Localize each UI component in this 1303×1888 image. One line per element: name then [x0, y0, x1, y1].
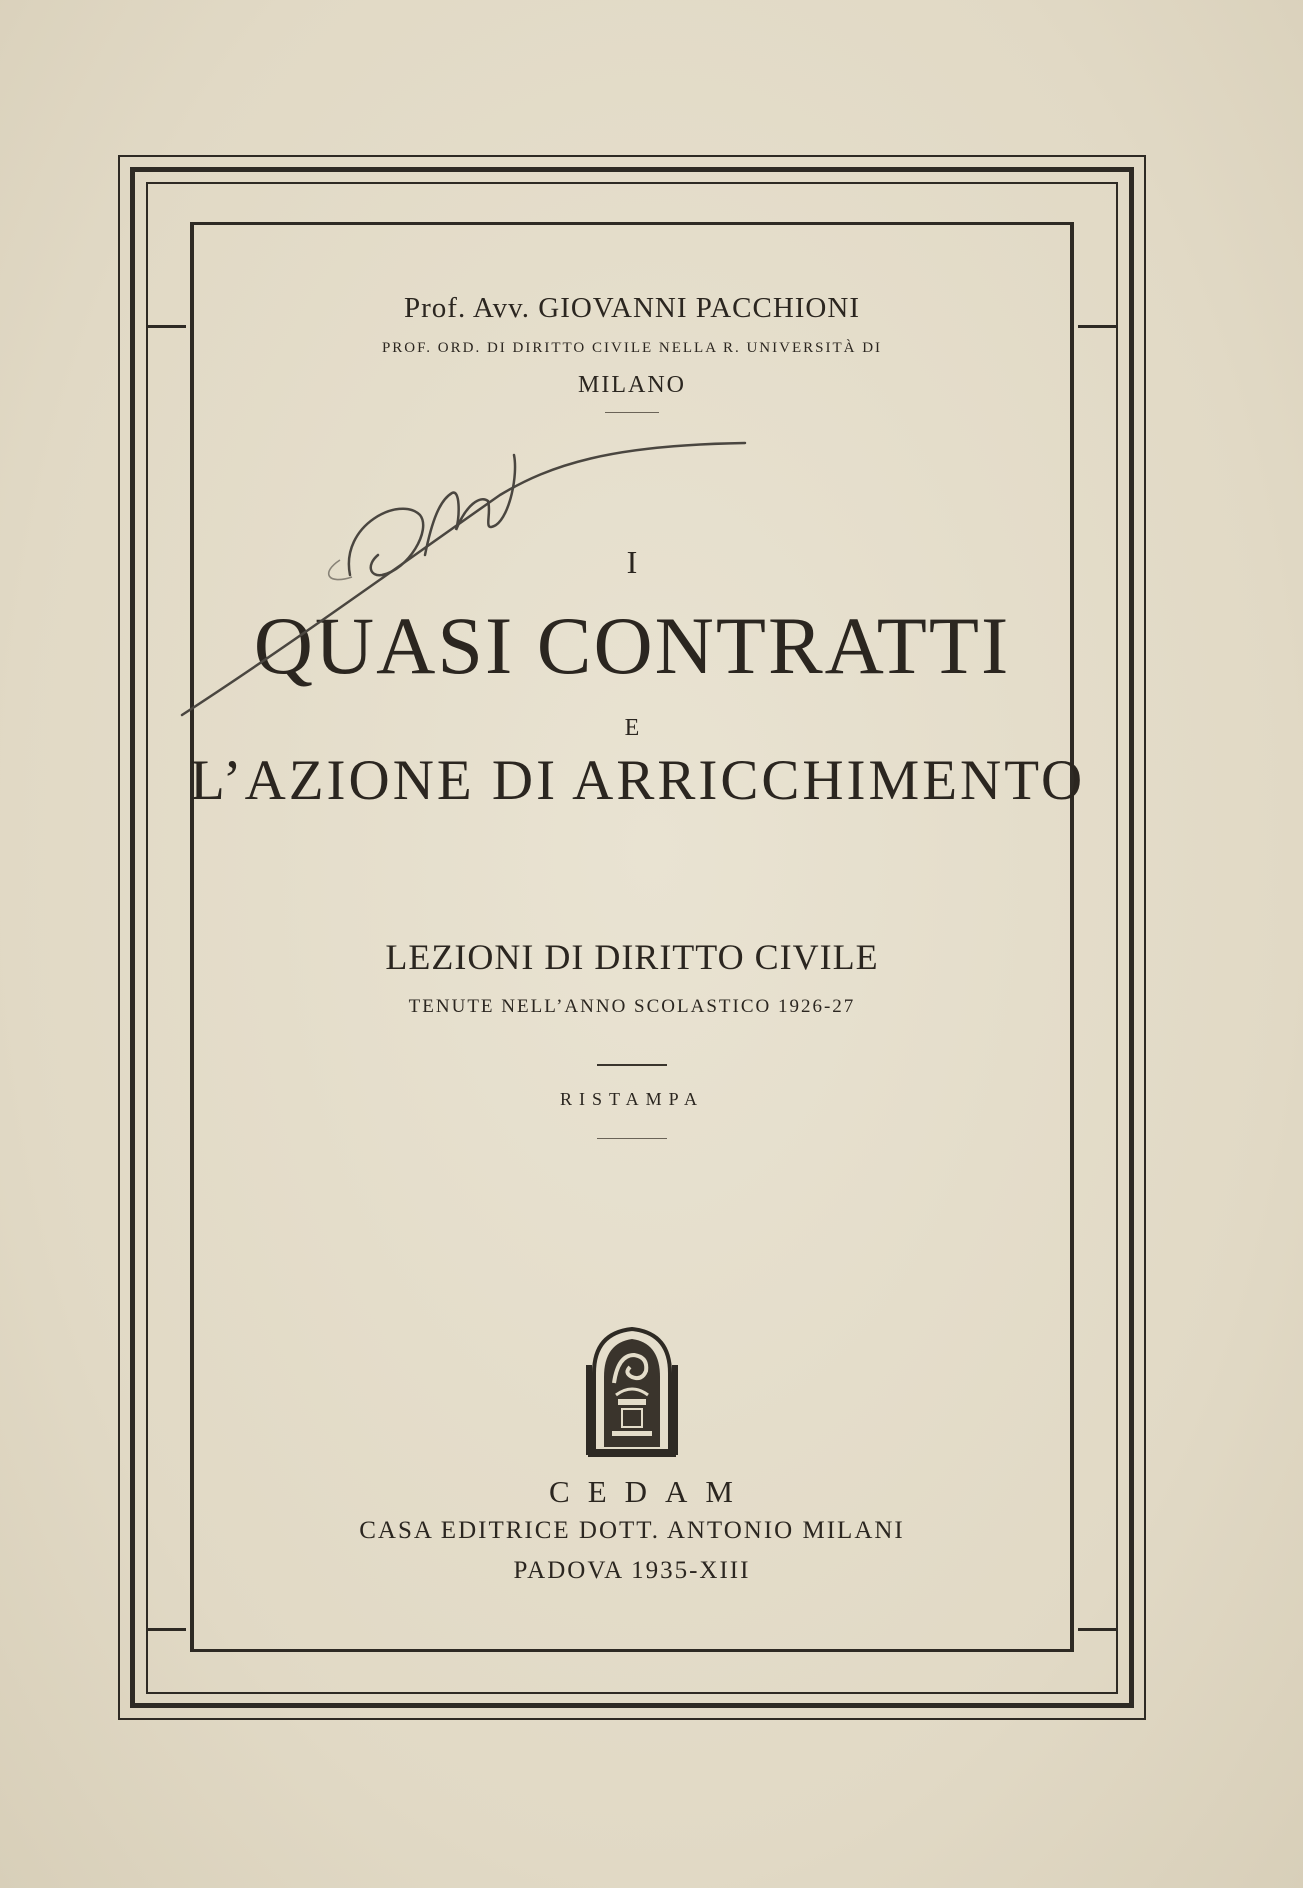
lectures-detail: TENUTE NELL’ANNO SCOLASTICO 1926-27 — [408, 996, 856, 1017]
title-article: I — [626, 544, 638, 580]
author-name: Prof. Avv. GIOVANNI PACCHIONI — [404, 292, 860, 324]
border-tick-top-right — [1078, 325, 1116, 328]
publisher-house: CASA EDITRICE DOTT. ANTONIO MILANI — [359, 1517, 905, 1544]
main-title: QUASI CONTRATTI — [253, 600, 1011, 691]
border-tick-bottom-left — [148, 1628, 186, 1631]
title-conjunction: E — [624, 715, 640, 741]
publisher-emblem-icon — [584, 1325, 680, 1461]
edition-label: RISTAMPA — [560, 1089, 704, 1109]
publisher-place-year: PADOVA 1935-XIII — [513, 1557, 751, 1584]
subtitle: L’AZIONE DI ARRICCHIMENTO — [190, 749, 1086, 812]
border-tick-top-left — [148, 325, 186, 328]
divider-rule — [597, 1064, 667, 1066]
border-tick-bottom-right — [1078, 1628, 1116, 1631]
author-city: MILANO — [578, 372, 686, 398]
handwritten-signature-icon — [170, 405, 770, 735]
publisher-name: CEDAM — [549, 1474, 751, 1509]
divider-rule — [597, 1138, 667, 1139]
author-position: PROF. ORD. DI DIRITTO CIVILE NELLA R. UNIVERSITÀ DI — [381, 340, 883, 356]
lectures-heading: LEZIONI DI DIRITTO CIVILE — [385, 937, 879, 977]
